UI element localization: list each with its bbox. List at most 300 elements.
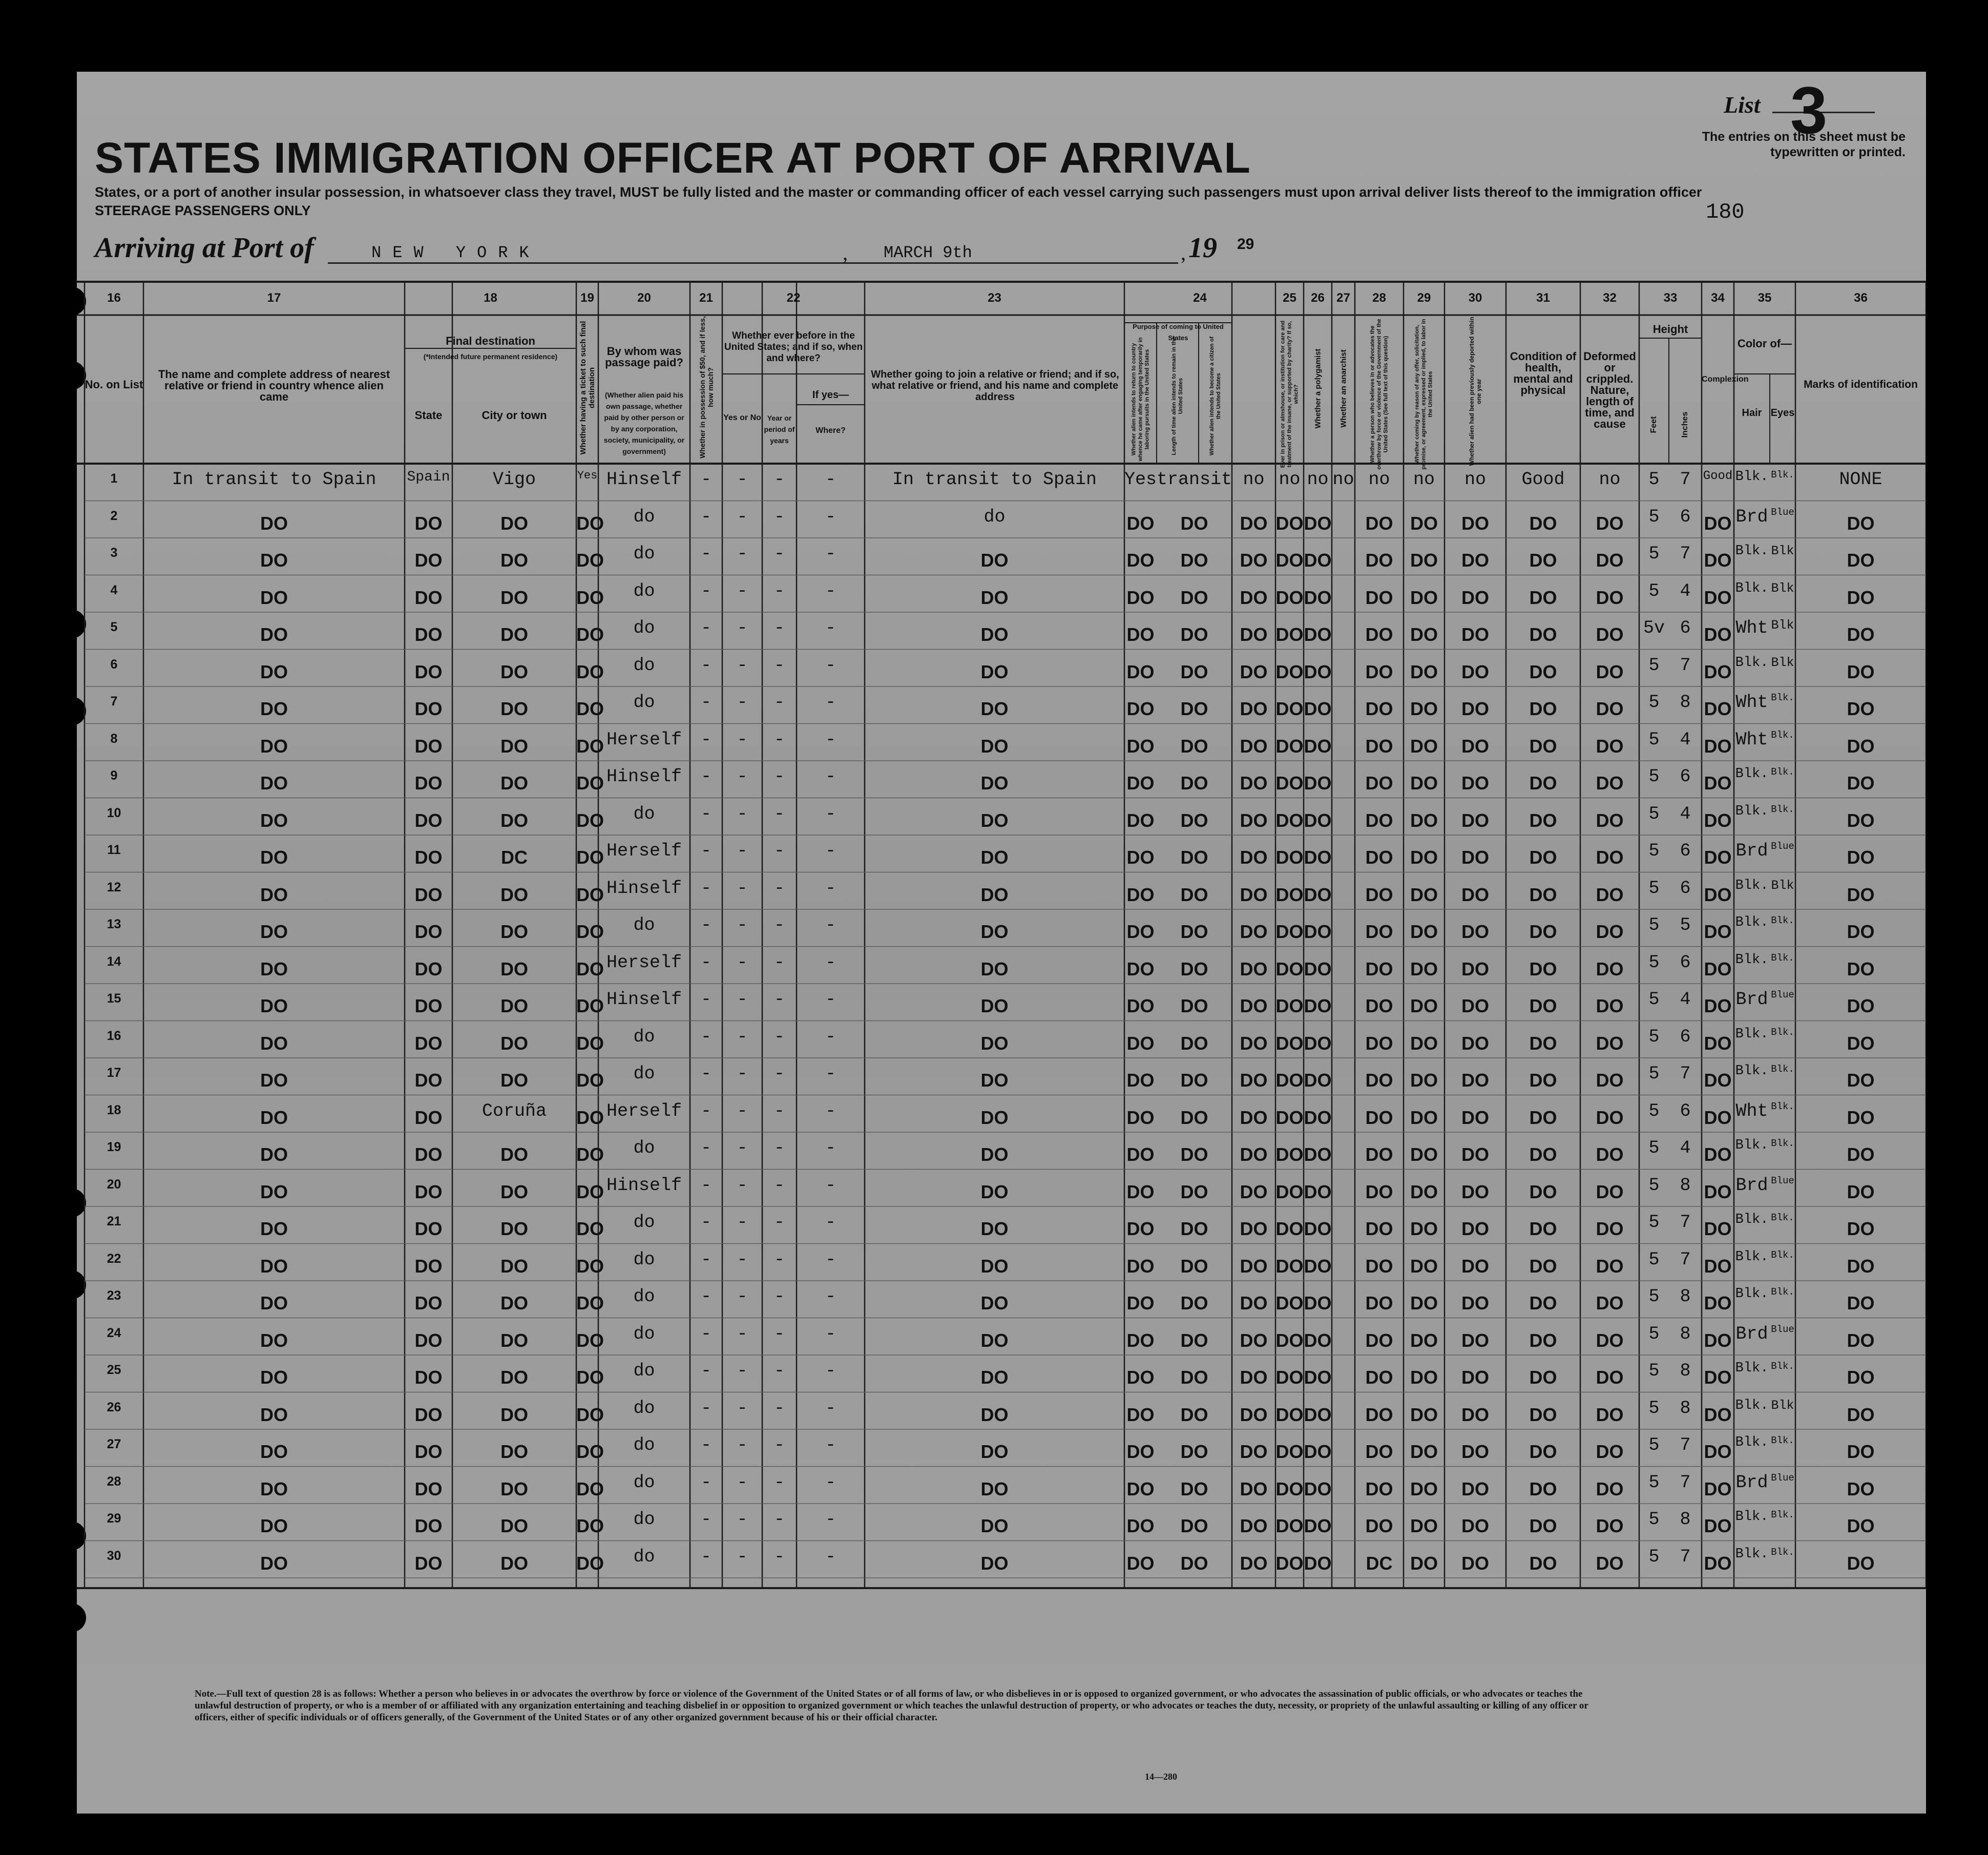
column-header: Whether alien had been previously deported within one year	[1468, 317, 1482, 466]
table-cell-join: DO	[980, 1070, 1009, 1091]
table-cell-deported: DO	[1461, 1070, 1489, 1091]
table-cell-state: DO	[414, 847, 443, 868]
page-title: STATES IMMIGRATION OFFICER AT PORT OF ARRIVAL	[95, 134, 1251, 182]
table-cell-deformed: DO	[1596, 587, 1624, 608]
table-cell-polyg: DO	[1304, 995, 1332, 1016]
table-cell-complexion: DO	[1704, 1552, 1732, 1574]
table-cell-join: DO	[980, 735, 1009, 757]
table-cell-overthrow: DO	[1365, 847, 1393, 868]
table-cell-deformed: DO	[1596, 1070, 1624, 1091]
table-cell-ticket: DO	[576, 1367, 604, 1388]
table-cell-relative: DO	[260, 1218, 288, 1239]
table-cell-ticket: DO	[576, 847, 604, 868]
table-cell-polyg: DO	[1304, 661, 1332, 682]
table-cell-prison: DO	[1275, 1218, 1304, 1239]
table-cell-length: DO	[1180, 1367, 1208, 1388]
table-cell-money: -	[700, 580, 712, 601]
table-cell-feet: 5	[1648, 766, 1660, 787]
table-cell-inches: 8	[1680, 692, 1691, 713]
table-cell-offer: DO	[1410, 1367, 1438, 1388]
table-cell-eyes: Blk.	[1771, 1509, 1794, 1520]
table-cell-marks: DO	[1847, 698, 1875, 719]
table-cell-paid: Hinself	[606, 989, 682, 1010]
column-header: No. on List	[85, 378, 143, 391]
table-cell-before: -	[737, 692, 748, 713]
table-cell-return: DO	[1126, 921, 1155, 942]
table-cell-return: DO	[1126, 1144, 1155, 1165]
column-header: City or town	[482, 409, 547, 422]
column-header: Whether in possession of $50, and if less, how much?	[698, 316, 715, 458]
column-number: 34	[1711, 291, 1725, 305]
column-number: 18	[484, 291, 497, 305]
column-header: Whether coming by reason of any offer, solicitation, promise, or agreement, expressed or implied, to labor in the United States	[1414, 319, 1434, 470]
table-cell-prison: DO	[1275, 512, 1304, 534]
table-cell-paid: Hinself	[606, 1175, 682, 1196]
table-cell-overthrow: DO	[1365, 958, 1393, 979]
table-cell-city: DO	[500, 1070, 528, 1091]
table-cell-eyes: Blue	[1771, 1175, 1794, 1186]
table-cell-join: DO	[980, 698, 1009, 719]
table-cell-years: -	[773, 506, 785, 527]
table-cell-deported: DO	[1461, 512, 1489, 534]
table-cell-marks: DO	[1847, 1144, 1875, 1165]
table-cell-return: DO	[1126, 512, 1155, 534]
column-header: Marks of identification	[1804, 379, 1918, 390]
table-cell-city: DO	[500, 1367, 528, 1388]
table-cell-return: Yes	[1124, 469, 1157, 490]
table-cell-complexion: DO	[1704, 809, 1732, 831]
table-cell-length: DO	[1180, 661, 1208, 682]
table-cell-eyes: Blk.	[1771, 1026, 1794, 1038]
table-cell-polyg: DO	[1304, 921, 1332, 942]
table-cell-money: -	[700, 915, 712, 935]
table-cell-where: -	[825, 580, 836, 601]
table-cell-prison: DO	[1275, 847, 1304, 868]
column-header: Whether having a ticket to such final destination	[578, 321, 596, 455]
table-cell-complexion: DO	[1704, 773, 1732, 794]
table-cell-health: DO	[1529, 921, 1557, 942]
table-cell-length: DO	[1180, 1032, 1208, 1054]
table-cell-offer: DO	[1410, 1441, 1438, 1462]
column-number: 23	[988, 291, 1001, 305]
row-number: 15	[107, 991, 121, 1006]
table-cell-health: DO	[1529, 1255, 1557, 1277]
table-cell-ticket: DO	[576, 735, 604, 757]
footnote: Note.—Full text of question 28 is as follows: Whether a person who believes in or advocates the overthrow by force or violence of the Government of the United States or of all forms of law, or who disbelieves in or is opposed to organized government, or who advocates the assassination of public officials, or who advocates or teaches the unlawful destruction of property, or who is a member of or affiliated with any organization entertaining and teaching disbelief in or opposition to organized government or which teaches the unlawful destruction of property, or who advocates or teaches the duty, necessity, or propriety of the unlawful assaulting or killing of any officer or officers, either of specific individuals or of officers generally, of the Government of the United States or of any other organized government because of his or their official character.	[195, 1689, 1588, 1723]
table-cell-offer: DO	[1410, 958, 1438, 979]
column-header: Whether an anarchist	[1339, 349, 1348, 428]
table-cell-citizen: DO	[1240, 773, 1268, 794]
table-cell-citizen: DO	[1240, 1032, 1268, 1054]
table-cell-marks: DO	[1847, 1293, 1875, 1314]
row-number: 2	[110, 508, 118, 523]
table-cell-paid: do	[633, 655, 655, 676]
table-cell-city: DO	[500, 1552, 528, 1574]
column-header: Yes or No	[723, 413, 761, 422]
table-cell-money: -	[700, 692, 712, 713]
table-cell-citizen: DO	[1240, 1478, 1268, 1499]
table-cell-before: -	[737, 1361, 748, 1381]
row-number: 16	[107, 1028, 121, 1043]
table-cell-hair: Blk.	[1735, 655, 1769, 671]
table-cell-before: -	[737, 952, 748, 973]
table-cell-health: DO	[1529, 661, 1557, 682]
table-cell-money: -	[700, 1286, 712, 1307]
table-cell-deformed: DO	[1596, 958, 1624, 979]
table-cell-state: DO	[414, 884, 443, 905]
column-header: Length of time alien intends to remain in the United States	[1171, 337, 1184, 455]
row-number: 9	[110, 768, 118, 783]
table-cell-prison: DO	[1275, 1144, 1304, 1165]
table-cell-years: -	[773, 1026, 785, 1047]
table-cell-money: -	[700, 544, 712, 564]
table-cell-deported: DO	[1461, 958, 1489, 979]
table-cell-inches: 6	[1680, 618, 1691, 638]
table-cell-overthrow: DO	[1365, 809, 1393, 831]
table-cell-overthrow: DO	[1365, 550, 1393, 571]
table-cell-relative: In transit to Spain	[172, 469, 376, 490]
table-cell-deported: DO	[1461, 1218, 1489, 1239]
column-header: Whether a person who believes in or advocates the overthrow by force or violence of the Government of the United States (See full text of this question)	[1369, 319, 1389, 470]
table-cell-ticket: DO	[576, 661, 604, 682]
table-cell-state: DO	[414, 1552, 443, 1574]
table-cell-where: -	[825, 1286, 836, 1307]
table-cell-eyes: Blk	[1771, 618, 1794, 633]
table-cell-length: DO	[1180, 1293, 1208, 1314]
table-cell-eyes: Blue	[1771, 1472, 1794, 1484]
table-cell-city: DO	[500, 1144, 528, 1165]
table-cell-ticket: DO	[576, 1329, 604, 1351]
table-cell-deported: no	[1464, 469, 1486, 490]
table-cell-relative: DO	[260, 773, 288, 794]
table-cell-polyg: DO	[1304, 1478, 1332, 1499]
table-cell-length: DO	[1180, 1441, 1208, 1462]
table-cell-feet: 5	[1648, 544, 1660, 564]
table-cell-paid: do	[633, 580, 655, 601]
table-cell-health: DO	[1529, 512, 1557, 534]
table-cell-money: -	[700, 803, 712, 824]
table-cell-where: -	[825, 729, 836, 750]
table-cell-before: -	[737, 469, 748, 490]
table-cell-complexion: DO	[1704, 624, 1732, 645]
row-number: 30	[107, 1548, 121, 1563]
table-cell-relative: DO	[260, 735, 288, 757]
table-cell-before: -	[737, 766, 748, 787]
table-cell-polyg: DO	[1304, 1218, 1332, 1239]
table-cell-where: -	[825, 1546, 836, 1567]
table-cell-relative: DO	[260, 1107, 288, 1128]
table-cell-city: DO	[500, 550, 528, 571]
table-cell-before: -	[737, 1398, 748, 1419]
table-cell-marks: DO	[1847, 773, 1875, 794]
table-cell-inches: 7	[1680, 1249, 1691, 1270]
table-cell-hair: Blk.	[1735, 580, 1769, 596]
column-header: Where?	[815, 426, 846, 435]
table-cell-health: DO	[1529, 995, 1557, 1016]
table-cell-offer: DO	[1410, 661, 1438, 682]
table-cell-hair: Blk.	[1735, 1398, 1769, 1413]
table-cell-before: -	[737, 655, 748, 676]
table-cell-paid: Herself	[606, 729, 682, 750]
table-cell-overthrow: DO	[1365, 698, 1393, 719]
table-cell-health: DO	[1529, 1144, 1557, 1165]
table-cell-deformed: DO	[1596, 1552, 1624, 1574]
table-cell-hair: Blk.	[1735, 1546, 1769, 1562]
table-cell-where: -	[825, 1361, 836, 1381]
table-cell-feet: 5	[1648, 915, 1660, 935]
table-cell-offer: DO	[1410, 921, 1438, 942]
table-cell-ticket: DO	[576, 1404, 604, 1425]
table-cell-offer: DO	[1410, 1552, 1438, 1574]
table-cell-deported: DO	[1461, 735, 1489, 757]
table-cell-state: DO	[414, 624, 443, 645]
table-cell-health: DO	[1529, 958, 1557, 979]
table-cell-feet: 5	[1648, 1026, 1660, 1047]
row-number: 18	[107, 1102, 121, 1117]
table-cell-years: -	[773, 729, 785, 750]
table-cell-years: -	[773, 469, 785, 490]
table-cell-inches: 6	[1680, 1100, 1691, 1121]
table-cell-relative: DO	[260, 1367, 288, 1388]
table-cell-health: DO	[1529, 735, 1557, 757]
table-cell-where: -	[825, 1026, 836, 1047]
table-cell-inches: 8	[1680, 1509, 1691, 1530]
table-cell-deported: DO	[1461, 698, 1489, 719]
table-cell-city: DO	[500, 995, 528, 1016]
table-cell-before: -	[737, 729, 748, 750]
column-number: 33	[1663, 291, 1678, 305]
table-cell-city: DO	[500, 773, 528, 794]
table-cell-feet: 5	[1648, 841, 1660, 861]
table-cell-overthrow: DO	[1365, 624, 1393, 645]
table-cell-paid: do	[633, 1212, 655, 1233]
table-cell-health: DO	[1529, 1070, 1557, 1091]
table-cell-join: DO	[980, 1218, 1009, 1239]
table-cell-where: -	[825, 766, 836, 787]
table-cell-join: DO	[980, 624, 1009, 645]
table-cell-overthrow: DO	[1365, 1070, 1393, 1091]
table-cell-eyes: Blk.	[1771, 1249, 1794, 1261]
table-cell-relative: DO	[260, 921, 288, 942]
table-cell-overthrow: DO	[1365, 1107, 1393, 1128]
table-cell-paid: do	[633, 1509, 655, 1530]
row-number: 27	[107, 1437, 121, 1451]
table-cell-complexion: DO	[1704, 1218, 1732, 1239]
table-cell-prison: DO	[1275, 1552, 1304, 1574]
table-cell-city: DO	[500, 1255, 528, 1277]
table-cell-marks: DO	[1847, 735, 1875, 757]
table-cell-where: -	[825, 692, 836, 713]
table-cell-feet: 5	[1648, 1286, 1660, 1307]
table-cell-hair: Wht	[1735, 618, 1768, 638]
table-cell-length: DO	[1180, 550, 1208, 571]
table-cell-feet: 5	[1648, 1249, 1660, 1270]
table-cell-overthrow: DO	[1365, 1181, 1393, 1202]
row-number: 5	[110, 620, 118, 634]
table-cell-before: -	[737, 1212, 748, 1233]
table-cell-eyes: Blk.	[1771, 1138, 1794, 1149]
table-cell-money: -	[700, 1100, 712, 1121]
table-cell-deported: DO	[1461, 1441, 1489, 1462]
table-cell-where: -	[825, 1472, 836, 1493]
table-cell-hair: Brd	[1735, 506, 1768, 527]
table-cell-return: DO	[1126, 1293, 1155, 1314]
row-number: 24	[107, 1325, 121, 1340]
table-cell-state: DO	[414, 1032, 443, 1054]
table-cell-overthrow: DO	[1365, 1144, 1393, 1165]
table-cell-before: -	[737, 915, 748, 935]
date-value: MARCH 9th	[884, 243, 972, 262]
table-cell-where: -	[825, 618, 836, 638]
table-cell-money: -	[700, 1323, 712, 1344]
table-cell-money: -	[700, 729, 712, 750]
table-cell-eyes: Blk.	[1771, 803, 1794, 815]
table-cell-ticket: DO	[576, 809, 604, 831]
table-cell-eyes: Blk	[1771, 655, 1794, 670]
table-cell-where: -	[825, 1138, 836, 1158]
table-cell-deformed: DO	[1596, 1478, 1624, 1499]
table-cell-city: DO	[500, 1515, 528, 1536]
table-cell-deported: DO	[1461, 773, 1489, 794]
table-cell-polyg: DO	[1304, 809, 1332, 831]
table-cell-city: DO	[500, 587, 528, 608]
table-cell-length: DO	[1180, 587, 1208, 608]
table-cell-polyg: DO	[1304, 1255, 1332, 1277]
table-cell-health: DO	[1529, 587, 1557, 608]
table-cell-feet: 5	[1648, 1212, 1660, 1233]
table-cell-return: DO	[1126, 1367, 1155, 1388]
table-cell-eyes: Blue	[1771, 1323, 1794, 1335]
table-cell-deported: DO	[1461, 1032, 1489, 1054]
table-cell-hair: Blk.	[1735, 1138, 1769, 1153]
row-number: 10	[107, 805, 121, 820]
table-cell-deformed: DO	[1596, 1144, 1624, 1165]
table-cell-inches: 7	[1680, 1212, 1691, 1233]
table-cell-feet: 5	[1648, 1361, 1660, 1381]
table-cell-feet: 5	[1648, 1398, 1660, 1419]
table-cell-inches: 4	[1680, 1138, 1691, 1158]
table-cell-return: DO	[1126, 1070, 1155, 1091]
table-cell-ticket: DO	[576, 1218, 604, 1239]
table-cell-years: -	[773, 1286, 785, 1307]
column-number: 29	[1417, 291, 1431, 305]
table-cell-eyes: Blk.	[1771, 1100, 1794, 1112]
table-cell-marks: DO	[1847, 847, 1875, 868]
table-cell-return: DO	[1126, 1329, 1155, 1351]
table-cell-where: -	[825, 1100, 836, 1121]
column-header: Year or period of years	[764, 414, 795, 445]
table-cell-feet: 5	[1648, 469, 1660, 490]
table-cell-polyg: DO	[1304, 1367, 1332, 1388]
table-cell-deported: DO	[1461, 1515, 1489, 1536]
table-cell-complexion: DO	[1704, 1181, 1732, 1202]
table-cell-marks: DO	[1847, 921, 1875, 942]
table-cell-hair: Blk.	[1735, 544, 1769, 559]
port-value: NEW YORK	[371, 243, 540, 262]
column-number: 27	[1336, 291, 1350, 305]
table-cell-offer: DO	[1410, 1255, 1438, 1277]
table-cell-feet: 5	[1648, 1323, 1660, 1344]
table-cell-where: -	[825, 544, 836, 564]
table-cell-hair: Blk.	[1735, 1249, 1769, 1265]
column-header: Ever in prison or almshouse, or institution for care and treatment of the insane, or supported by charity? If so, which?	[1280, 320, 1299, 468]
table-cell-where: -	[825, 469, 836, 490]
table-cell-inches: 4	[1680, 989, 1691, 1010]
table-cell-city: DO	[500, 921, 528, 942]
table-cell-marks: DO	[1847, 1552, 1875, 1574]
table-cell-relative: DO	[260, 624, 288, 645]
table-cell-health: DO	[1529, 624, 1557, 645]
table-cell-before: -	[737, 580, 748, 601]
table-cell-join: DO	[980, 1478, 1009, 1499]
table-cell-state: DO	[414, 1515, 443, 1536]
column-number: 26	[1311, 291, 1325, 305]
table-cell-feet: 5	[1648, 506, 1660, 527]
table-cell-length: DO	[1180, 1404, 1208, 1425]
table-cell-polyg: DO	[1304, 550, 1332, 571]
table-cell-marks: DO	[1847, 995, 1875, 1016]
table-cell-before: -	[737, 1026, 748, 1047]
table-cell-inches: 7	[1680, 544, 1691, 564]
table-cell-polyg: DO	[1304, 1404, 1332, 1425]
table-cell-health: DO	[1529, 1552, 1557, 1574]
table-cell-deformed: DO	[1596, 1367, 1624, 1388]
column-header: The name and complete address of nearest relative or friend in country whence alien came	[158, 368, 390, 403]
table-cell-money: -	[700, 1361, 712, 1381]
table-cell-money: -	[700, 1212, 712, 1233]
column-header: If yes—	[812, 389, 849, 401]
table-cell-paid: do	[633, 1249, 655, 1270]
table-cell-where: -	[825, 1249, 836, 1270]
table-cell-hair: Blk.	[1735, 803, 1769, 819]
table-cell-prison: DO	[1275, 1478, 1304, 1499]
table-cell-inches: 4	[1680, 803, 1691, 824]
table-cell-ticket: DO	[576, 1181, 604, 1202]
table-cell-where: -	[825, 1175, 836, 1196]
table-cell-citizen: DO	[1240, 587, 1268, 608]
table-cell-return: DO	[1126, 1032, 1155, 1054]
table-cell-money: -	[700, 1138, 712, 1158]
table-cell-relative: DO	[260, 995, 288, 1016]
table-cell-marks: DO	[1847, 1032, 1875, 1054]
table-cell-overthrow: DO	[1365, 884, 1393, 905]
table-cell-health: DO	[1529, 1478, 1557, 1499]
table-cell-deformed: DO	[1596, 847, 1624, 868]
table-cell-polyg: DO	[1304, 624, 1332, 645]
table-cell-marks: DO	[1847, 1515, 1875, 1536]
table-cell-health: DO	[1529, 1218, 1557, 1239]
table-cell-ticket: DO	[576, 1255, 604, 1277]
table-cell-money: -	[700, 1026, 712, 1047]
column-header: Whether ever before in the United States; and if so, when and where?	[724, 330, 863, 364]
table-cell-overthrow: DO	[1365, 661, 1393, 682]
table-cell-prison: DO	[1275, 809, 1304, 831]
table-cell-prison: no	[1279, 469, 1301, 490]
table-cell-eyes: Blk.	[1771, 915, 1794, 926]
table-cell-before: -	[737, 1100, 748, 1121]
table-cell-years: -	[773, 989, 785, 1010]
steerage-label: STEERAGE PASSENGERS ONLY	[95, 203, 311, 218]
table-cell-eyes: Blk.	[1771, 729, 1794, 741]
table-cell-ticket: DO	[576, 1144, 604, 1165]
table-cell-prison: DO	[1275, 921, 1304, 942]
column-header: Whether going to join a relative or friend; and if so, what relative or friend, and his name and complete address	[871, 369, 1119, 403]
table-cell-citizen: DO	[1240, 1552, 1268, 1574]
row-number: 29	[107, 1511, 121, 1526]
table-cell-marks: DO	[1847, 1255, 1875, 1277]
table-cell-prison: DO	[1275, 550, 1304, 571]
table-cell-feet: 5	[1648, 952, 1660, 973]
